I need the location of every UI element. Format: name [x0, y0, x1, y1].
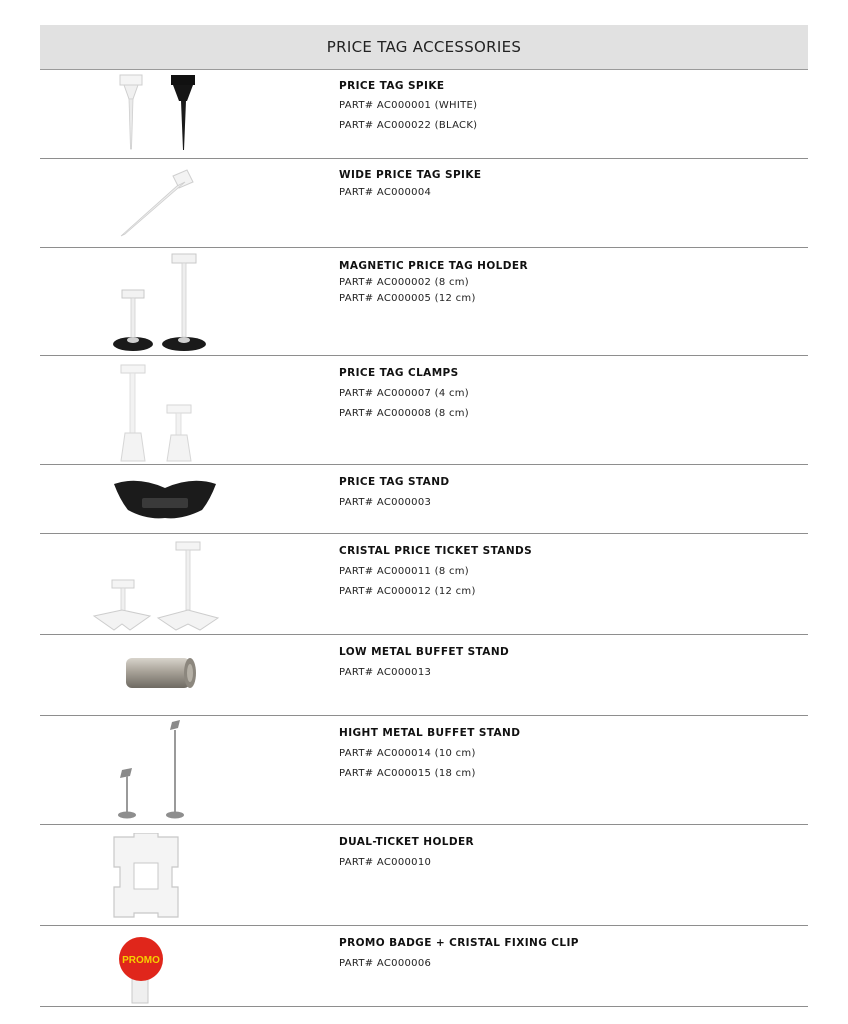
product-name: LOW METAL BUFFET STAND: [339, 646, 510, 658]
price-tag-spike-image: [115, 73, 205, 153]
product-name: WIDE PRICE TAG SPIKE: [339, 169, 482, 181]
part-number: PART# AC000005 (12 cm): [339, 293, 476, 304]
price-tag-stand-image: [110, 474, 220, 524]
part-number: PART# AC000013: [339, 667, 432, 678]
cristal-price-ticket-stands-image: [90, 540, 240, 632]
product-name: CRISTAL PRICE TICKET STANDS: [339, 545, 533, 557]
part-number: PART# AC000003: [339, 497, 432, 508]
product-name: MAGNETIC PRICE TAG HOLDER: [339, 260, 528, 272]
part-number: PART# AC000011 (8 cm): [339, 566, 470, 577]
part-number: PART# AC000008 (8 cm): [339, 408, 470, 419]
product-row-low-metal-buffet-stand: [40, 634, 808, 716]
part-number: PART# AC000004: [339, 187, 432, 198]
part-number: PART# AC000012 (12 cm): [339, 586, 476, 597]
part-number: PART# AC000014 (10 cm): [339, 748, 476, 759]
promo-badge-image: [118, 933, 168, 1005]
section-title: PRICE TAG ACCESSORIES: [326, 38, 522, 56]
product-row-promo-badge: [40, 925, 808, 1007]
product-row-price-tag-clamps: [40, 355, 808, 465]
product-row-price-tag-spike: [40, 69, 808, 159]
part-number: PART# AC000022 (BLACK): [339, 120, 478, 131]
product-row-wide-price-tag-spike: [40, 158, 808, 248]
product-row-price-tag-stand: [40, 464, 808, 534]
part-number: PART# AC000010: [339, 857, 432, 868]
product-row-dual-ticket-holder: [40, 824, 808, 926]
part-number: PART# AC000002 (8 cm): [339, 277, 470, 288]
dual-ticket-holder-image: [112, 833, 182, 919]
price-tag-clamps-image: [115, 363, 205, 463]
promo-badge-text: PROMO: [122, 955, 160, 966]
product-name: PRICE TAG STAND: [339, 476, 450, 488]
part-number: PART# AC000001 (WHITE): [339, 100, 478, 111]
product-row-hight-metal-buffet-stand: [40, 715, 808, 825]
section-header: [40, 25, 808, 70]
product-name: DUAL-TICKET HOLDER: [339, 836, 475, 848]
wide-price-tag-spike-image: [115, 166, 245, 241]
product-row-magnetic-price-tag-holder: [40, 247, 808, 356]
product-name: PRICE TAG SPIKE: [339, 80, 445, 92]
low-metal-buffet-stand-image: [120, 654, 200, 694]
product-name: PRICE TAG CLAMPS: [339, 367, 459, 379]
magnetic-price-tag-holder-image: [110, 250, 220, 354]
part-number: PART# AC000015 (18 cm): [339, 768, 476, 779]
product-row-cristal-price-ticket-stands: [40, 533, 808, 635]
hight-metal-buffet-stand-image: [112, 720, 202, 822]
product-name: PROMO BADGE + CRISTAL FIXING CLIP: [339, 937, 579, 949]
part-number: PART# AC000006: [339, 958, 432, 969]
product-name: HIGHT METAL BUFFET STAND: [339, 727, 521, 739]
part-number: PART# AC000007 (4 cm): [339, 388, 470, 399]
